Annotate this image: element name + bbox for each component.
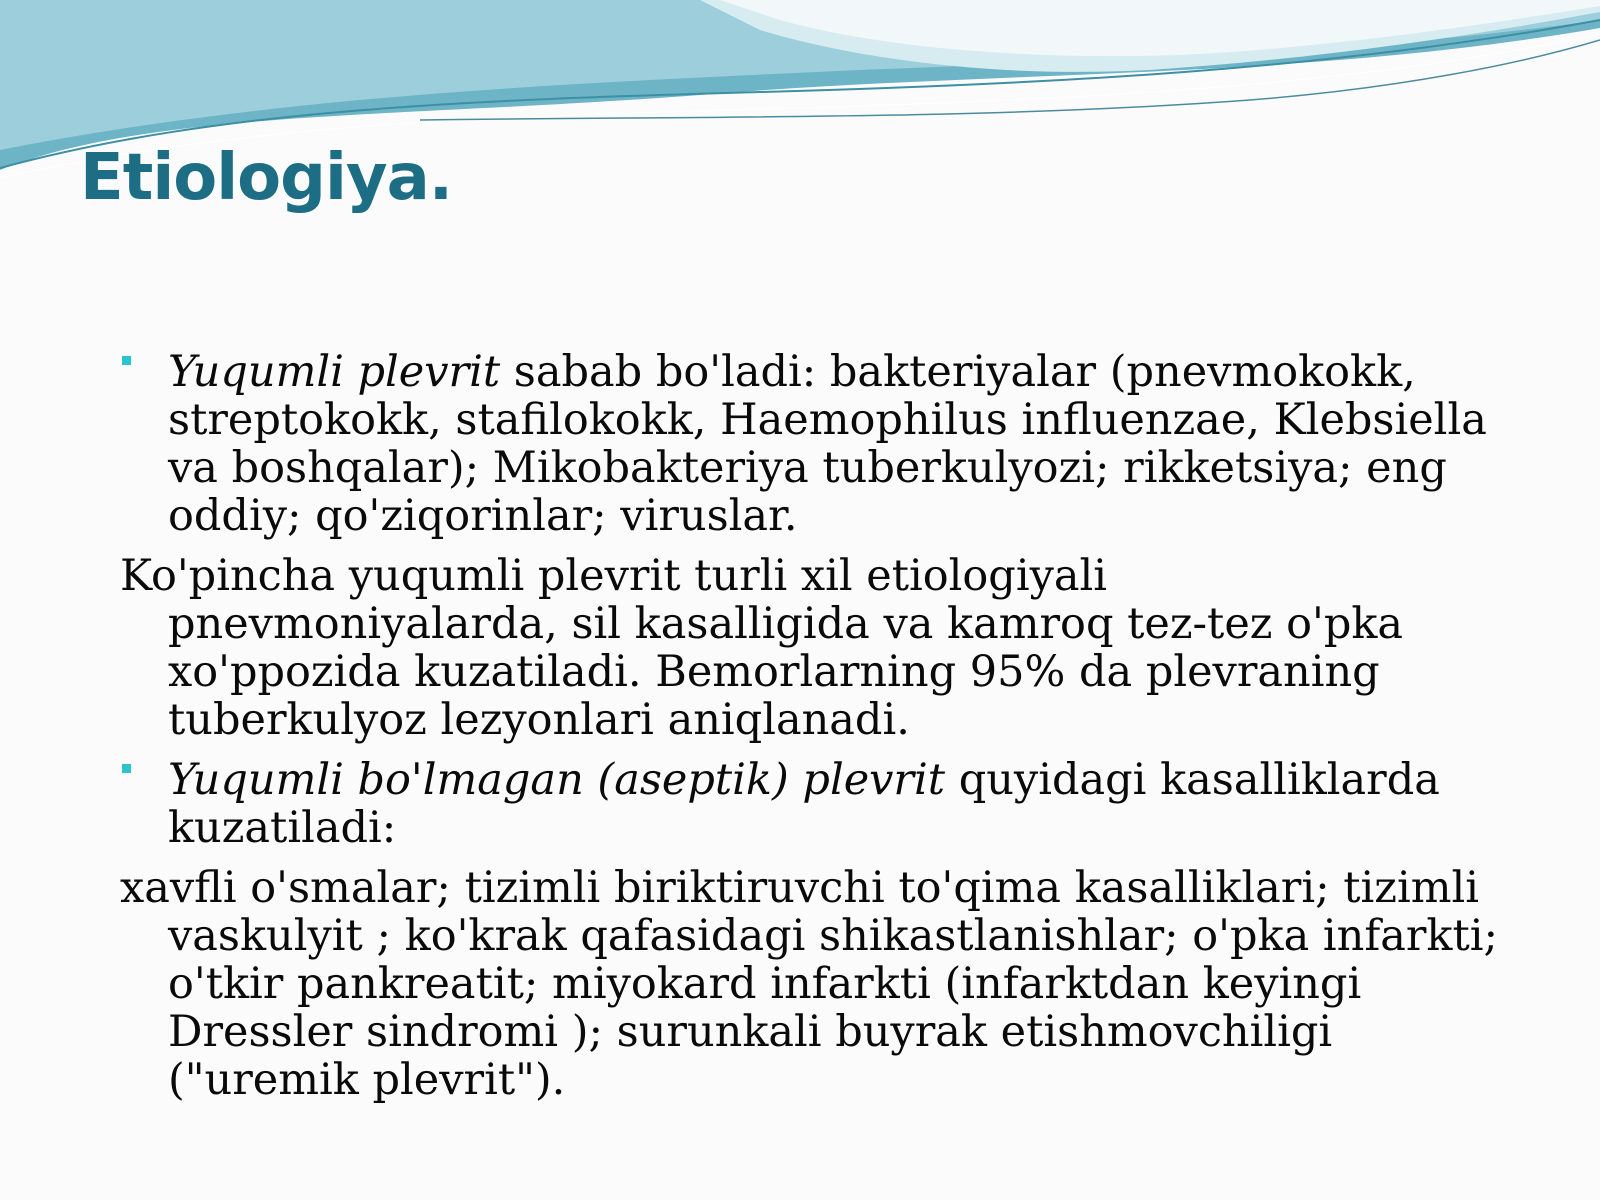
bullet-aseptic-pleurisy — [120, 756, 1500, 852]
slide-body — [120, 348, 1500, 1104]
bullet-marker-icon — [122, 356, 131, 365]
bullet-text: sabab bo'ladi: bakteriyalar (pnevmokokk, streptokokk, stafilokokk, Haemophilus influenzae, Klebsiella va boshqalar); Mikobakteriya tuberkulyozi; rikketsiya; eng oddiy; qo'ziqorinlar; viruslar. — [168, 347, 1487, 541]
bullet-text: quyidagi kasalliklarda kuzatiladi: — [168, 755, 1440, 853]
bullet-infectious-pleurisy — [120, 348, 1500, 540]
bullet-marker-icon — [122, 764, 131, 773]
term-aseptic-pleurisy: Yuqumli bo'lmagan (aseptik) plevrit — [168, 755, 946, 805]
slide-title: Etiologiya. — [80, 141, 453, 215]
paragraph-infectious-frequency: Ko'pincha yuqumli plevrit turli xil etiologiyali pnevmoniyalarda, sil kasalligida va kamroq tez-tez o'pka xo'ppozida kuzatiladi. Bemorlarning 95% da plevraning tuberkulyoz lezyonlari aniqlanadi. — [120, 551, 1404, 745]
paragraph-aseptic-causes: xavfli o'smalar; tizimli biriktiruvchi to'qima kasalliklari; tizimli vaskulyit ; ko'krak qafasidagi shikastlanishlar; o'pka infarkti; o'tkir pankreatit; miyokard infarkti (infarktdan keyingi Dressler sindromi ); surunkali buyrak etishmovchiligi ("uremik plevrit"). — [120, 863, 1498, 1105]
term-infectious-pleurisy: Yuqumli plevrit — [168, 347, 501, 397]
